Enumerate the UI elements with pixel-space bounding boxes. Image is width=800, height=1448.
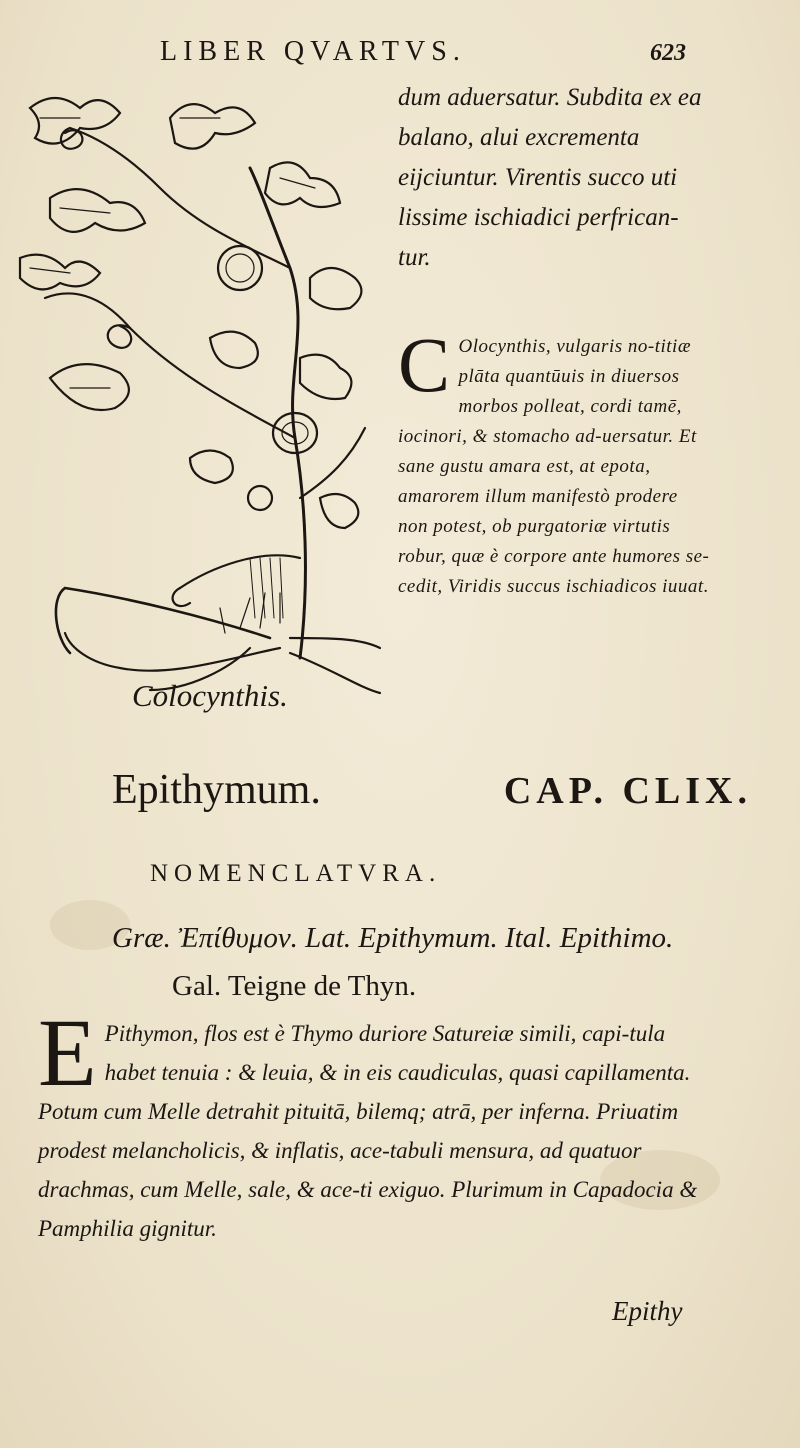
illustration-caption: Colocynthis.: [132, 678, 288, 713]
paragraph-text: dum aduersatur. Subdita ex ea balano, alui excrementa eijciuntur. Virentis succo uti lissime ischiadici perfrican-tur.: [398, 84, 702, 271]
paragraph-text: Olocynthis, vulgaris no-titiæ plāta quantūuis in diuersos morbos polleat, cordi tamē, iocinori, & stomacho ad-uersatur. Et sane gustu amara est, at epota, amarorem illum manifestò prodere non potest, ob purgatoriæ virtutis robur, quæ è corpore ante humores se-cedit, Viridis succus ischiadicos iuuat.: [398, 336, 710, 597]
chapter-title: Epithymum.: [112, 767, 321, 813]
nomenclatura-heading: NOMENCLATVRA.: [150, 860, 442, 887]
paragraph-text: Pithymon, flos est è Thymo duriore Satureiæ simili, capi-tula habet tenuia : & leuia, & in eis caudiculas, quasi capillamenta. Potum cum Melle detrahit pituitā, bilemq; atrā, per inferna. Priuatim prodest melancholicis, & inflatis, ace-tabuli mensura, ad quatuor drachmas, cum Melle, sale, & ace-ti exiguo. Plurimum in Capadocia & Pamphilia gignitur.: [38, 1021, 698, 1241]
drop-cap-c: C: [398, 321, 451, 408]
catchword: Epithy: [612, 1296, 683, 1326]
chapter-number: CAP. CLIX.: [503, 770, 752, 812]
body-paragraph: [38, 999, 714, 1248]
page-number: 623: [650, 40, 686, 66]
names-line-1: Græ. Ἐπίθυμον. Lat. Epithymum. Ital. Epithimo.: [112, 922, 674, 954]
names-line-2: Gal. Teigne de Thyn.: [172, 970, 417, 1002]
right-column-paragraph-2: [398, 321, 710, 602]
chapter-heading: [112, 766, 752, 814]
right-column-paragraph-1: [398, 78, 710, 278]
drop-cap-e: E: [38, 999, 97, 1106]
running-head: LIBER QVARTVS.: [160, 36, 466, 67]
colocynth-woodcut-illustration: [10, 78, 390, 698]
